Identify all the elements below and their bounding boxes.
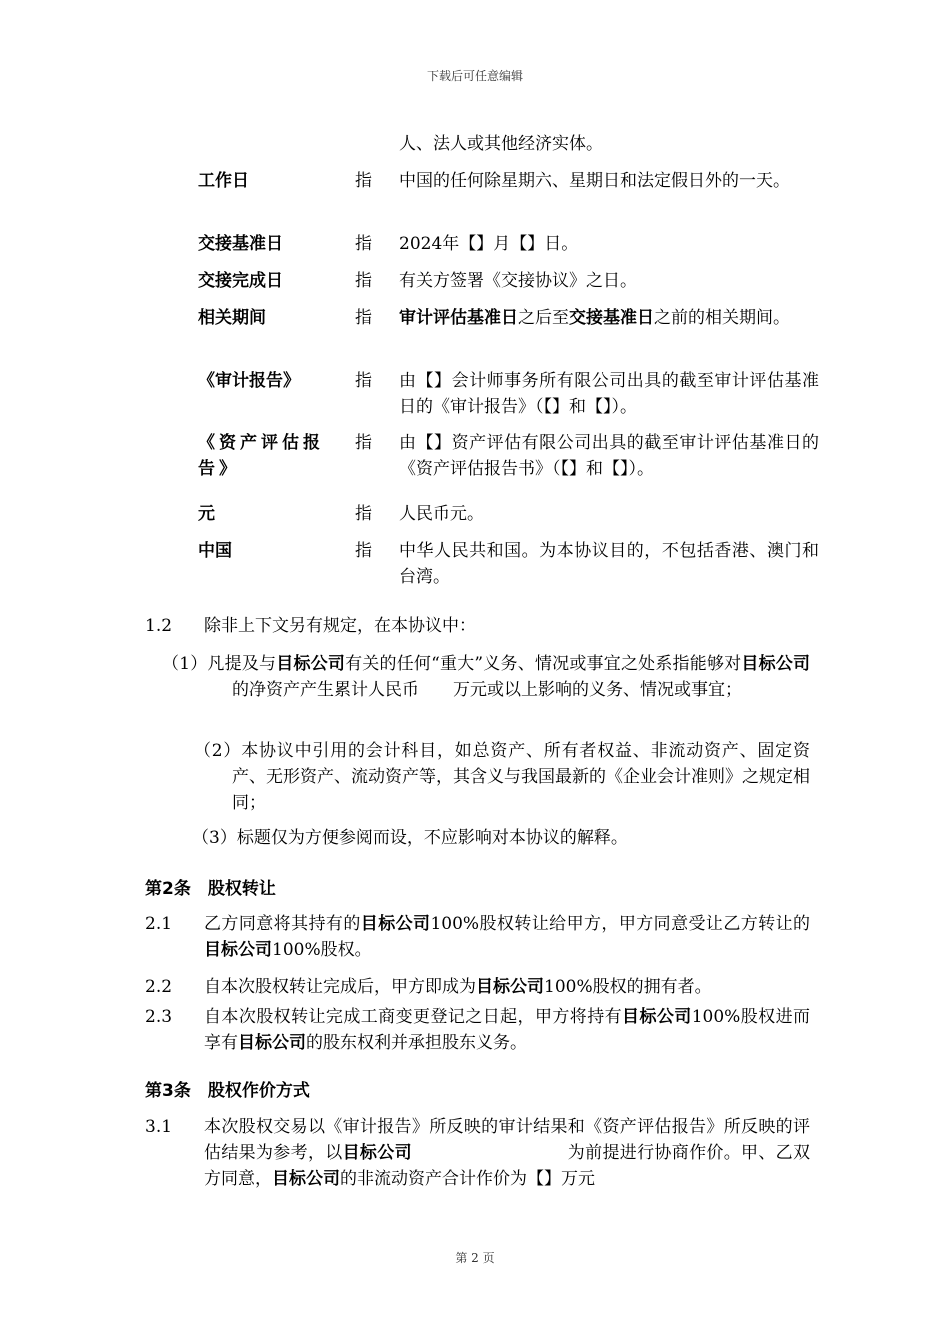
article-3-heading: 第3条 股权作价方式 [145,1081,310,1101]
def-text-handover-complete-date: 有关方签署《交接协议》之日。 [399,271,637,291]
bold-term: 目标公司 [342,1143,412,1163]
def-zhi: 指 [355,234,372,254]
clause-text: 为前提进行协商作价。甲、乙双方同意， [204,1143,811,1189]
def-text-china: 中华人民共和国。为本协议目的，不包括香港、澳门和台湾。 [399,541,819,587]
bold-term: 目标公司 [238,1033,306,1053]
clause-text: 100%股权转让给甲方，甲方同意受让乙方转让的 [430,914,811,934]
def-text-working-day: 中国的任何除星期六、星期日和法定假日外的一天。 [399,171,790,191]
clause-number: 2.2 [145,977,173,997]
clause-3-1-text [204,1114,810,1192]
clause-number: 2.1 [145,914,173,934]
def-term-yuan: 元 [198,504,215,524]
def-term-china: 中国 [198,541,232,561]
bold-term: 目标公司 [476,977,544,997]
def-zhi: 指 [355,271,372,291]
clause-text: 自本次股权转让完成工商变更登记之日起，甲方将持有 [204,1007,623,1027]
clause-text: 的非流动资产合计作价为【】万元 [340,1169,595,1189]
def-zhi: 指 [355,171,372,191]
clause-1-2-item-3: （3）标题仅为方便参阅而设，不应影响对本协议的解释。 [192,828,628,848]
clause-text: 自本次股权转让完成后，甲方即成为 [204,977,476,997]
def-zhi: 指 [355,308,372,328]
def-term-relevant-period: 相关期间 [198,308,266,328]
item-text: 有关的任何“重大”义务、情况或事宜之处系指能够对 [345,654,742,674]
def-text-part: 之前的相关期间。 [654,308,790,328]
clause-1-2-item-1 [162,651,810,703]
clause-2-2-text [204,974,810,1000]
def-zhi: 指 [355,371,372,391]
clause-text: 100%股权进而享有 [204,1007,811,1053]
def-term-audit-report: 《审计报告》 [198,371,300,391]
bold-term: 目标公司 [276,654,346,674]
item-text: 的净资产产生累计人民币 万元或以上影响的义务、情况或事宜； [232,680,742,700]
clause-text: 100%股权的拥有者。 [544,977,712,997]
def-term-asset-valuation-report: 《资产评估报告》 [198,433,324,479]
clause-number: 3.1 [145,1117,173,1137]
clause-1-2-text: 除非上下文另有规定，在本协议中： [204,616,476,636]
clause-2-3-text [204,1004,810,1056]
def-text-relevant-period [399,305,819,331]
clause-2-1-text [204,911,810,963]
bold-term: 目标公司 [204,940,272,960]
def-term-handover-complete-date: 交接完成日 [198,271,283,291]
page-footer: 第 2 页 [455,1251,495,1265]
def-text-yuan: 人民币元。 [399,504,484,524]
clause-text: 乙方同意将其持有的 [204,914,361,934]
clause-text: 100%股权。 [272,940,372,960]
bold-term: 交接基准日 [569,308,654,328]
def-term-working-day: 工作日 [198,171,249,191]
def-zhi: 指 [355,504,372,524]
bold-term: 目标公司 [360,914,431,934]
def-text-handover-base-date: 2024年【】月【】日。 [399,234,579,254]
bold-term: 审计评估基准日 [399,308,518,328]
def-zhi: 指 [355,433,372,453]
def-text-asset-valuation-report: 由【】资产评估有限公司出具的截至审计评估基准日的《资产评估报告书》（【】和【】）。 [399,433,819,479]
item-text: （1）凡提及与 [162,654,277,674]
def-term-handover-base-date: 交接基准日 [198,234,283,254]
definition-continuation: 人、法人或其他经济实体。 [399,134,603,154]
clause-1-2-item-2: （2）本协议中引用的会计科目，如总资产、所有者权益、非流动资产、固定资产、无形资产、流动资产等，其含义与我国最新的《企业会计准则》之规定相同； [194,741,810,813]
clause-number: 2.3 [145,1007,173,1027]
def-text-part: 之后至 [518,308,569,328]
def-text-audit-report: 由【】会计师事务所有限公司出具的截至审计评估基准日的《审计报告》（【】和【】）。 [399,371,819,417]
bold-term: 目标公司 [272,1169,340,1189]
bold-term: 目标公司 [622,1007,692,1027]
clause-text: 本次股权交易以《审计报告》所反映的审计结果和《资产评估报告》所反映的评估结果为参考，以 [204,1117,810,1163]
bold-term: 目标公司 [741,654,810,674]
clause-text: 的股东权利并承担股东义务。 [306,1033,527,1053]
article-2-heading: 第2条 股权转让 [145,879,276,899]
clause-number: 1.2 [145,616,173,636]
page-header: 下载后可任意编辑 [426,69,523,83]
def-zhi: 指 [355,541,372,561]
